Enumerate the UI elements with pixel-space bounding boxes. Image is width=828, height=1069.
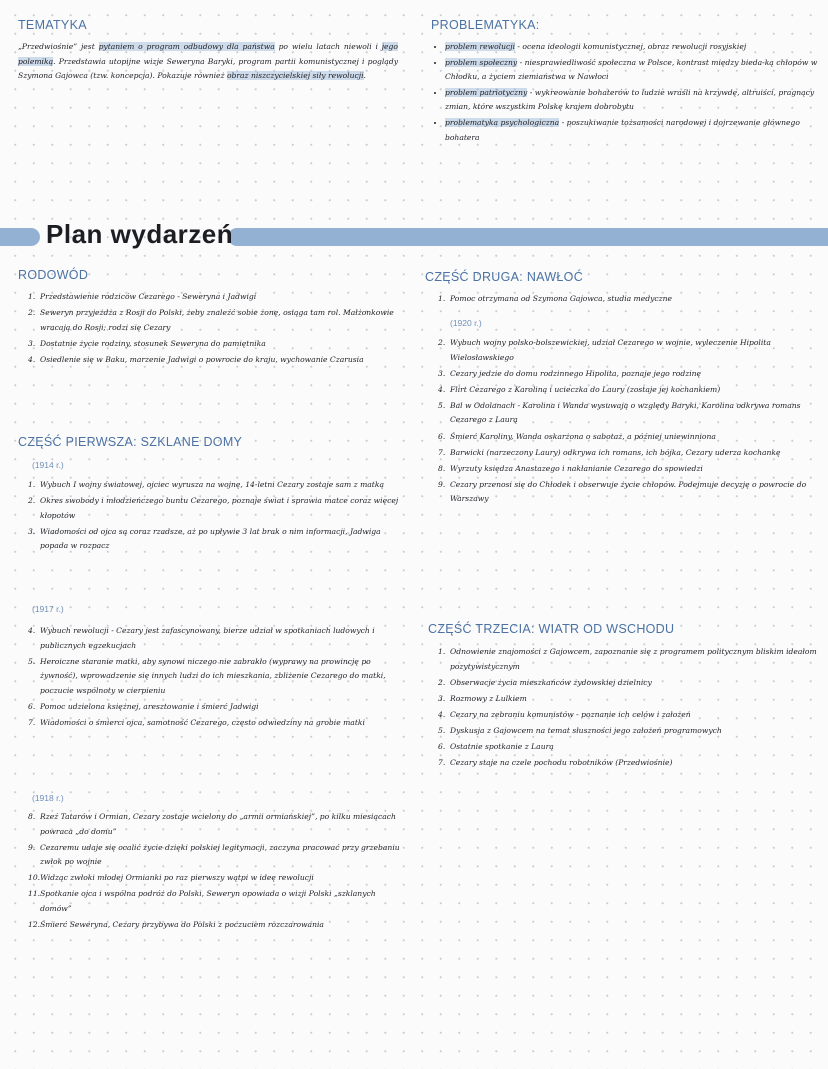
year-label: (1918 r.) xyxy=(32,793,64,803)
czesc1-heading: CZĘŚĆ PIERWSZA: SZKLANE DOMY xyxy=(18,435,243,449)
list-item: 4. Wybuch rewolucji - Cezary jest zafascynowany, bierze udział w spotkaniach ludowych i publicznych egzekucjach xyxy=(28,626,375,650)
highlight: obraz niszczycielskiej siły rewolucji xyxy=(226,71,364,81)
list-item: 7. Barwicki (narzeczony Laury) odkrywa ich romans, ich bójka, Cezary uderza kochankę xyxy=(438,447,781,457)
problematyka-list xyxy=(431,40,819,146)
list-item: 1. Pomoc otrzymana od Szymona Gajowca, studia medyczne xyxy=(438,294,673,303)
highlight: pytaniem o program odbudowy dla państwa xyxy=(98,42,275,51)
list-item: 6. Ostatnie spotkanie z Laurą xyxy=(438,742,554,752)
list-item: 4. Osiedlenie się w Baku, marzenie Jadwigi o powrocie do kraju, wychowanie Czarusia xyxy=(28,354,364,364)
list-item: 3. Rozmowy z Lulkiem xyxy=(438,693,527,703)
list-item: 5. Heroiczne staranie matki, aby synowi niczego nie zabrakło (wyprawy na prowincję po żywność), wprowadzenie się innych ludzi do ich mieszkania, zbliżenie Cezarego do matki, poczucie wspólnoty w cierpieniu xyxy=(28,656,386,695)
tematyka-heading: TEMATYKA xyxy=(18,18,87,32)
list-item: 7. Cezary staje na czele pochodu robotników (Przedwiośnie) xyxy=(438,758,673,768)
list-item: 6. Pomoc udzielona księżnej, aresztowanie i śmierć Jadwigi xyxy=(28,701,259,711)
banner-bar-right xyxy=(228,228,828,246)
tematyka-text: „Przedwiośnie” jest pytaniem o program odbudowy dla państwa po wielu latach niewoli i jego polemiką. Przedstawia utopijne wizje Seweryna Baryki, program partii komunistycznej i poglądy Szymona Gajowca (tzw. koncepcja). Pokazuje również obraz niszczycielskiej siły rewolucji. xyxy=(18,42,398,81)
list-item: 2. Obserwacje życia mieszkańców żydowskiej dzielnicy xyxy=(438,677,652,687)
list-item: 5. Dyskusja z Gajowcem na temat słuszności jego założeń programowych xyxy=(438,725,722,735)
problematyka-heading: PROBLEMATYKA: xyxy=(431,18,540,32)
rodowod-heading: RODOWÓD xyxy=(18,268,89,282)
rodowod-list xyxy=(28,290,408,369)
list-item: 4. Cezary na zebraniu komunistów - poznanie ich celów i założeń xyxy=(438,709,691,719)
czesc2-item-1 xyxy=(438,292,818,308)
czesc3-list xyxy=(438,645,818,772)
list-item: 10. Widząc zwłoki młodej Ormianki po raz pierwszy wątpi w ideę rewolucji xyxy=(28,873,314,883)
list-item: 11. Spotkanie ojca i wspólna podróż do Polski, Seweryn opowiada o wizji Polski „szklanych domów” xyxy=(28,889,376,914)
list-item: 1. Wybuch I wojny światowej, ojciec wyrusza na wojnę, 14-letni Cezary zostaje sam z matką xyxy=(28,480,384,489)
list-item: 3. Wiadomości od ojca są coraz rzadsze, aż po upływie 3 lat brak o nim informacji, Jadwiga popada w rozpacz xyxy=(28,526,381,551)
list-item: 9. Cezaremu udaje się ocalić życie dzięki polskiej legitymacji, zaczyna pracować przy grzebaniu zwłok po wojnie xyxy=(28,842,400,867)
list-item: 3. Dostatnie życie rodziny, stosunek Seweryna do pamiętnika xyxy=(28,338,266,348)
list-item: 12. Śmierć Seweryna, Cezary przybywa do Polski z poczuciem rozczarowania xyxy=(28,920,324,930)
highlight: jego polemiką xyxy=(18,42,398,66)
list-item: 7. Wiadomości o śmierci ojca, samotność Cezarego, często odwiedziny na grobie matki xyxy=(28,718,365,728)
year-label: (1917 r.) xyxy=(32,604,64,614)
list-item: 8. Wyrzuty księdza Anastazego i nakłanianie Cezarego do spowiedzi xyxy=(438,463,703,473)
list-item: 3. Cezary jedzie do domu rodzinnego Hipolita, poznaje jego rodzinę xyxy=(438,368,702,378)
list-item: 2. Wybuch wojny polsko-bolszewickiej, udział Cezarego w wojnie, wyleczenie Hipolita Wielosławskiego xyxy=(438,338,771,362)
czesc1-list-2 xyxy=(28,624,408,732)
list-item: 4. Flirt Cezarego z Karoliną i ucieczka do Laury (zostaje jej kochankiem) xyxy=(438,384,721,394)
list-item: 6. Śmierć Karoliny, Wanda oskarżona o sabotaż, a później uniewinniona xyxy=(438,431,716,441)
list-item: • problem rewolucji - ocena ideologii komunistycznej, obraz rewolucji rosyjskiej xyxy=(445,40,819,55)
list-item: 8. Rzeź Tatarów i Ormian, Cezary zostaje wcielony do „armii ormiańskiej”, po kilku miesiącach powraca „do domu” xyxy=(28,812,396,836)
page-title: Plan wydarzeń xyxy=(46,219,234,249)
list-item: 5. Bal w Odolanach - Karolina i Wanda wysuwają o względy Baryki, Karolina odkrywa romans Cezarego z Laurą xyxy=(438,400,801,425)
list-item: 1. Odnowienie znajomości z Gajowcem, zapoznanie się z programem politycznym bliskim ideałom pozytywistycznym xyxy=(438,647,817,671)
czesc2-list xyxy=(438,336,818,509)
list-item: 1. Przedstawienie rodziców Cezarego - Seweryna i Jadwigi xyxy=(28,292,257,301)
czesc3-heading: CZĘŚĆ TRZECIA: WIATR OD WSCHODU xyxy=(428,622,675,636)
year-label: (1920 r.) xyxy=(450,318,482,328)
list-item: 2. Seweryn przyjeżdża z Rosji do Polski, żeby znaleźć sobie żonę, osiąga tam rol. Małżonkowie wracają do Rosji; rodzi się Cezary xyxy=(28,308,394,332)
list-item: • problem patriotyczny - wykreowanie bohaterów to ludzie wraśli na krzywdę, altruiści, pragnący zmian, które wszystkim Polskę krajem dobrobytu xyxy=(445,86,819,115)
czesc1-list-3 xyxy=(28,810,408,934)
list-item: 2. Okres swobody i młodzieńczego buntu Cezarego, poznaje świat i sprawia matce coraz więcej kłopotów xyxy=(28,496,399,520)
list-item: • problematyka psychologiczna - poszukiwanie tożsamości narodowej i dojrzewanie głównego bohatera xyxy=(445,116,819,145)
list-item: • problem społeczny - niesprawiedliwość społeczna w Polsce, kontrast między bieda-ką chłopów w Chłodku, a życiem ziemiaństwa w Nawłoci xyxy=(445,56,819,85)
year-label: (1914 r.) xyxy=(32,460,64,470)
list-item: 9. Cezary przenosi się do Chłodek i obserwuje życie chłopów. Podejmuje decyzję o powrocie do Warszawy xyxy=(438,479,807,504)
banner-bar-left xyxy=(0,228,40,246)
czesc1-list-1 xyxy=(28,478,408,555)
czesc2-heading: CZĘŚĆ DRUGA: NAWŁOĆ xyxy=(425,270,584,284)
